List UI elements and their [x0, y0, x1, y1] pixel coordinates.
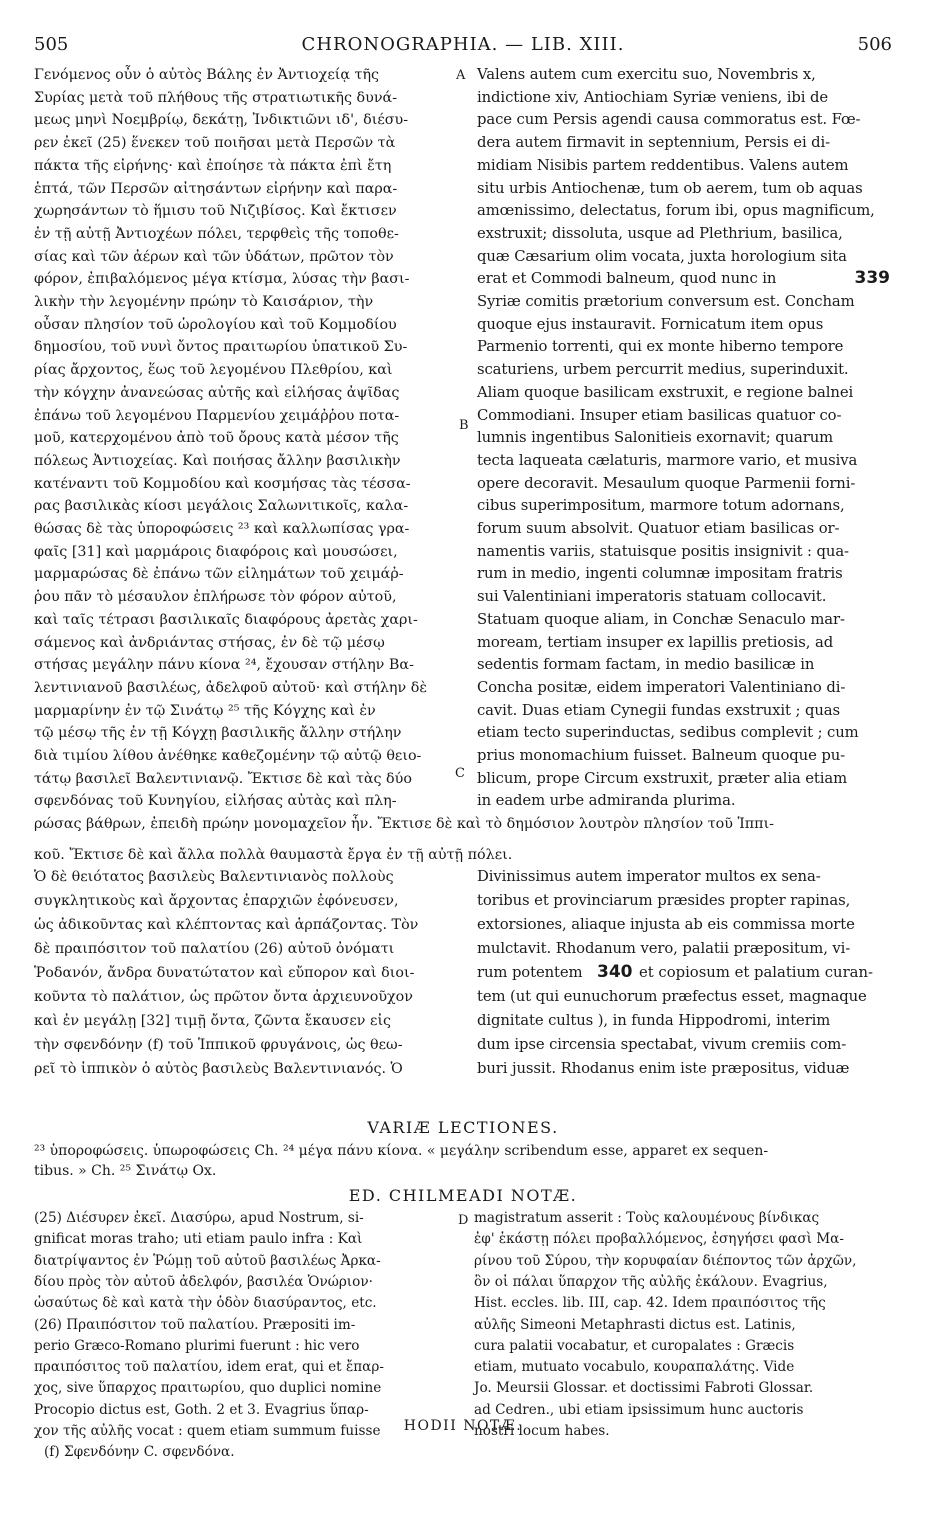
greek-text-line: ρώσας βάθρων, ἐπειδὴ πρώην μονομαχεῖον ἦν. Ἔκτισε δὲ καὶ τὸ δημόσιον λουτρὸν πλησίον τοῦ Ἱππι-	[34, 816, 775, 833]
latin-text-2-line: rum potentem	[477, 964, 583, 981]
greek-text-line: τὴν κόγχην ἀνανεώσας αὐτῆς καὶ εἱλήσας ἀψῖδας	[34, 384, 400, 401]
greek-text-line: ρας βασιλικὰς κίοσι μεγάλοις Σαλωνιτικοῖς, καλα-	[34, 498, 409, 515]
latin-text-2-line: tem (ut qui eunuchorum præfectus esset, magnaque	[477, 988, 867, 1005]
greek-text-line: ρεν ἐκεῖ (25) ἕνεκεν τοῦ ποιῆσαι μετὰ Περσῶν τὰ	[34, 135, 396, 152]
hodii-note-line: (f) Σφενδόνην C. σφενδόνα.	[44, 1444, 235, 1460]
notes-right-column	[474, 1208, 892, 1444]
greek-text-line: τῷ μέσῳ τῆς ἐν τῇ Κόγχῃ βασιλικῆς ἄλλην στήλην	[34, 725, 402, 742]
latin-text-line: rum in medio, ingenti columnæ impositam fratris	[477, 565, 843, 583]
latin-text-line: quæ Cæsarium olim vocata, juxta horologium sita	[477, 247, 847, 265]
latin-text-line: Syriæ comitis prætorium conversum est. Concham	[477, 293, 855, 310]
note-right-line: ὃν οἱ πάλαι ὕπαρχον τῆς αὐλῆς ἐκάλουν. Evagrius,	[474, 1273, 828, 1290]
greek-text-2-line: ὡς ἀδικοῦντας καὶ κλέπτοντας καὶ ἁρπάζοντας. Τὸν	[34, 917, 419, 933]
greek-text-line: κατέναντι τοῦ Κομμοδίου καὶ κοσμήσας τὰς τέσσα-	[34, 475, 411, 492]
greek-text-line: λικὴν τὴν λεγομένην πρώην τὸ Καισάριον, τὴν	[34, 294, 374, 310]
margin-marker-d: D	[458, 1213, 469, 1228]
greek-text-line: σφενδόνας τοῦ Κυνηγίου, εἱλήσας αὐτὰς καὶ πλη-	[34, 793, 397, 810]
latin-text-line: situ urbis Antiochenæ, tum ob aerem, tum ob aquas	[477, 179, 863, 197]
latin-text-line: Parmenio torrenti, qui ex monte hiberno tempore	[477, 338, 844, 356]
latin-text-line: amœnissimo, delectatus, forum ibi, opus magnificum,	[477, 202, 875, 220]
greek-text-2-line: Ὁ δὲ θειότατος βασιλεὺς Βαλεντινιανὸς πολλοὺς	[34, 869, 394, 885]
greek-text-2-line: ρεῖ τὸ ἱππικὸν ὁ αὐτὸς βασιλεὺς Βαλεντινιανός. Ὁ	[34, 1061, 403, 1077]
latin-text-line: erat et Commodi balneum, quod nunc in	[477, 270, 777, 288]
latin-text-column-2	[477, 866, 892, 1077]
variae-line-1: ²³ ὑποροφώσεις. ὑπωροφώσεις Ch. ²⁴ μέγα πάνυ κίονα. « μεγάλην scribendum esse, apparet ex sequen-	[34, 1143, 769, 1159]
note-right-line: Jo. Meursii Glossar. et doctissimi Fabroti Glossar.	[474, 1380, 814, 1397]
greek-text-line: σάμενος καὶ ἀνδριάντας στήσας, ἐν δὲ τῷ μέσῳ	[34, 634, 385, 651]
greek-text-line: Γενόμενος οὖν ὁ αὐτὸς Βάλης ἐν Ἀντιοχείᾳ τῆς	[34, 67, 380, 83]
greek-text-2-line: καὶ ἐν μεγάλῃ [32] τιμῇ ὄντα, ζῶντα ἔκαυσεν εἰς	[34, 1013, 392, 1029]
greek-text-line: οὖσαν πλησίον τοῦ ὡρολογίου καὶ τοῦ Κομμοδίου	[34, 316, 397, 333]
greek-text-column-2	[34, 866, 454, 1077]
hodii-notae-title: HODII NOTÆ.	[403, 1418, 523, 1434]
greek-text-line: μοῦ, κατερχομένου ἀπὸ τοῦ ὄρους κατὰ μέσον τῆς	[34, 430, 399, 447]
note-left-line: perio Græco-Romano plurimi fuerunt : hic vero	[34, 1337, 360, 1354]
margin-marker-a: A	[456, 68, 466, 83]
greek-text-line: λεντινιανοῦ βασιλέως, ἀδελφοῦ αὐτοῦ· καὶ στήλην δὲ	[34, 679, 428, 696]
latin-text-line: scaturiens, urbem percurrit medius, superinduxit.	[477, 361, 849, 379]
page-number-left: 505	[34, 34, 69, 55]
greek-text-line: ῥου πᾶν τὸ μέσαυλον ἐπλήρωσε τὸν φόρον αὐτοῦ,	[34, 589, 397, 606]
latin-text-line: etiam tecto superinductas, sedibus complevit ; cum	[477, 724, 859, 742]
latin-text-line: Aliam quoque basilicam exstruxit, e regione balnei	[477, 383, 854, 401]
note-left-line: δίου πρὸς τὸν αὐτοῦ ἀδελφόν, βασιλέα Ὁνώριον·	[34, 1273, 373, 1290]
latin-text-line: Statuam quoque aliam, in Conchæ Senaculo mar-	[477, 610, 845, 628]
latin-text-line: prius monomachium fuisset. Balneum quoque pu-	[477, 747, 846, 764]
greek-text-line: καὶ ταῖς τέτρασι βασιλικαῖς διαφόρους ἀρετὰς χαρι-	[34, 611, 418, 628]
note-right-line: cura palatii vocabatur, et curopalates : Græcis	[474, 1337, 795, 1354]
greek-text-line: δημοσίου, τοῦ νυνὶ ὄντος πραιτωρίου ὑπατικοῦ Συ-	[34, 339, 408, 356]
latin-text-2-line: extorsiones, aliaque injusta ab eis commissa morte	[477, 916, 855, 933]
latin-text-line: quoque ejus instauravit. Fornicatum item opus	[477, 315, 824, 333]
latin-text-line: dera autem firmavit in septennium, Persis ei di-	[477, 134, 831, 152]
note-left-line: πραιπόσιτος τοῦ παλατίου, idem erat, qui et ἔπαρ-	[34, 1359, 384, 1376]
note-right-line: ad Cedren., ubi etiam ipsissimum hunc auctoris	[474, 1401, 804, 1418]
latin-text-line: indictione xiv, Antiochiam Syriæ veniens, ibi de	[477, 88, 828, 106]
latin-text-line: Commodiani. Insuper etiam basilicas quatuor co-	[477, 406, 842, 424]
latin-text-line: sedentis formam factam, in medio basilicæ in	[477, 656, 815, 674]
latin-text-2-line: buri jussit. Rhodanus enim iste præpositus, viduæ	[477, 1060, 850, 1077]
latin-text-line: Valens autem cum exercitu suo, Novembris x,	[477, 66, 816, 83]
running-title: CHRONOGRAPHIA. — LIB. XIII.	[301, 34, 625, 55]
margin-marker-b: B	[459, 418, 469, 433]
chilmeadi-notae-title: ED. CHILMEADI NOTÆ.	[348, 1186, 578, 1205]
latin-text-line: blicum, prope Circum exstruxit, præter alia etiam	[477, 769, 848, 787]
greek-text-2-line: τὴν σφενδόνην (f) τοῦ Ἱππικοῦ φρυγάνοις, ὡς θεω-	[34, 1037, 403, 1053]
greek-text-line: χωρησάντων τὸ ἥμισυ τοῦ Νιζιβίσος. Καὶ ἔκτισεν	[34, 203, 397, 220]
variae-line-2: tibus. » Ch. ²⁵ Σινάτῳ Ox.	[34, 1163, 217, 1179]
margin-marker-c: C	[455, 766, 465, 781]
greek-text-line: διὰ τιμίου λίθου ἀνέθηκε καθεζομένην τῷ αὐτῷ θειο-	[34, 748, 422, 764]
latin-text-line: in eadem urbe admiranda plurima.	[477, 792, 736, 810]
running-head	[34, 34, 892, 58]
note-left-line: gnificat moras traho; uti etiam paulo infra : Καὶ	[34, 1231, 363, 1248]
note-right-line: etiam, mutuato vocabulo, κουραπαλάτης. Vide	[474, 1359, 795, 1376]
latin-text-after-badge: et copiosum et palatium curan-	[639, 964, 874, 981]
latin-text-2-line: dum ipse circensia spectabat, vivum cremiis com-	[477, 1036, 847, 1053]
notes-left-column	[34, 1208, 452, 1444]
greek-text-line: ρίας ἄρχοντος, ἕως τοῦ λεγομένου Πλεθρίου, καὶ	[34, 362, 393, 379]
note-left-line: (25) Διέσυρεν ἐκεῖ. Διασύρω, apud Nostrum, si-	[34, 1210, 364, 1226]
latin-text-line: cavit. Duas etiam Cynegii fundas exstruxit ; quas	[477, 701, 840, 719]
column-number-badge-339: 339	[854, 268, 890, 289]
latin-text-2-line: dignitate cultus ), in funda Hippodromi, interim	[477, 1012, 831, 1029]
greek-text-line: θώσας δὲ τὰς ὑποροφώσεις ²³ καὶ καλλωπίσας γρα-	[34, 521, 410, 537]
greek-text-line: μαρμαρώσας δὲ ἐπάνω τῶν εἱλημάτων τοῦ χειμάῤ-	[34, 566, 404, 583]
greek-text-2-line: δὲ πραιπόσιτον τοῦ παλατίου (26) αὐτοῦ ὀνόματι	[34, 941, 395, 957]
note-left-line: χον τῆς αὐλῆς vocat : quem etiam summum fuisse	[34, 1423, 381, 1439]
latin-text-line: forum suum absolvit. Quatuor etiam basilicas or-	[477, 520, 840, 537]
column-number-badge-340: 340	[597, 962, 633, 982]
note-left-line: Procopio dictus est, Goth. 2 et 3. Evagrius ὕπαρ-	[34, 1401, 369, 1418]
greek-text-line: πόλεως Ἀντιοχείας. Καὶ ποιήσας ἄλλην βασιλικὴν	[34, 452, 401, 469]
greek-text-line: ἑπτά, τῶν Περσῶν αἰτησάντων εἰρήνην καὶ παρα-	[34, 180, 398, 197]
greek-text-line: στήσας μεγάλην πάνυ κίονα ²⁴, ἔχουσαν στήλην Βα-	[34, 657, 414, 674]
greek-text-2-line: Ῥοδανόν, ἄνδρα δυνατώτατον καὶ εὔπορον καὶ διοι-	[34, 965, 415, 981]
note-right-line: ρίνου τοῦ Σύρου, τὴν κορυφαίαν διέποντος τῶν ἀρχῶν,	[474, 1252, 857, 1269]
note-right-line: αὐλῆς Simeoni Metaphrasti dictus est. Latinis,	[474, 1316, 796, 1333]
greek-text-line: τάτῳ βασιλεῖ Βαλεντινιανῷ. Ἔκτισε δὲ καὶ τὰς δύο	[34, 770, 412, 787]
latin-text-line: opere decoravit. Mesaulum quoque Parmenii forni-	[477, 474, 856, 492]
greek-text-line: φόρον, ἐπιβαλόμενος μέγα κτίσμα, λύσας τὴν βασι-	[34, 271, 410, 288]
latin-text-line: lumnis ingentibus Salonitieis exornavit; quarum	[477, 429, 834, 447]
latin-text-line: Concha positæ, eidem imperatori Valentiniano di-	[477, 678, 846, 696]
note-right-line: ἐφ' ἑκάστῃ πόλει προβαλλόμενος, ἐσηγήσει φασὶ Μα-	[474, 1231, 844, 1248]
latin-text-line: pace cum Persis agendi causa commoratus est. Fœ-	[477, 111, 861, 129]
variae-lectiones-title: VARIÆ LECTIONES.	[367, 1118, 559, 1137]
note-right-line: Hist. eccles. lib. III, cap. 42. Idem πραιπόσιτος τῆς	[474, 1295, 826, 1312]
greek-text-line: Συρίας μετὰ τοῦ πλήθους τῆς στρατιωτικῆς δυνά-	[34, 89, 398, 106]
latin-text-line: midiam Nisibis partem reddentibus. Valens autem	[477, 156, 849, 174]
greek-text-line: σίας καὶ τῶν ἀέρων καὶ τῶν ὑδάτων, πρῶτον τὸν	[34, 248, 394, 265]
greek-text-line: φαῖς [31] καὶ μαρμάροις διαφόροις καὶ μουσώσει,	[34, 543, 398, 560]
greek-text-line: μαρμαρίνην ἐν τῷ Σινάτῳ ²⁵ τῆς Κόγχης καὶ ἐν	[34, 702, 376, 719]
note-left-line: (26) Πραιπόσιτον τοῦ παλατίου. Præpositi im-	[34, 1316, 356, 1333]
greek-text-2-line: κοῦντα τὸ παλάτιον, ὡς πρῶτον ὄντα ἀρχιευνοῦχον	[34, 989, 413, 1005]
latin-text-2-line: mulctavit. Rhodanum vero, palatii præpositum, vi-	[477, 940, 851, 957]
latin-text-line: namentis variis, statuisque positis insignivit : qua-	[477, 542, 849, 560]
latin-text-line: sui Valentiniani imperatoris statuam collocavit.	[477, 588, 827, 606]
greek-text-2-line: συγκλητικοὺς καὶ ἄρχοντας ἐπαρχιῶν ἐφόνευσεν,	[34, 893, 399, 909]
note-right-line: nostri locum habes.	[474, 1423, 610, 1439]
latin-text-line: exstruxit; dissoluta, usque ad Plethrium, basilica,	[477, 224, 843, 242]
note-left-line: ὡσαύτως δὲ καὶ κατὰ τὴν ὁδὸν διασύραντος, etc.	[34, 1295, 377, 1312]
latin-text-line: moream, tertiam insuper ex lapillis pretiosis, ad	[477, 633, 834, 651]
latin-text-2-line: Divinissimus autem imperator multos ex sena-	[477, 868, 821, 885]
greek-tail-line: κοῦ. Ἔκτισε δὲ καὶ ἄλλα πολλὰ θαυμαστὰ ἔργα ἐν τῇ αὐτῇ πόλει.	[34, 847, 513, 863]
greek-text-line: πάκτα τῆς εἰρήνης· καὶ ἐποίησε τὰ πάκτα ἐπὶ ἔτη	[34, 157, 392, 174]
note-left-line: χος, sive ὕπαρχος πραιτωρίου, quo duplici nomine	[34, 1380, 382, 1397]
greek-text-line: μεως μηνὶ Νοεμβρίῳ, δεκάτῃ, Ἰνδικτιῶνι ιδ', διέσυ-	[34, 112, 409, 129]
note-left-line: διατρίψαντος ἐν Ῥώμῃ τοῦ αὐτοῦ βασιλέως Ἀρκα-	[34, 1252, 381, 1269]
latin-text-line: tecta laqueata cælaturis, marmore vario, et musiva	[477, 451, 858, 469]
latin-text-2-line: toribus et provinciarum præsides propter rapinas,	[477, 892, 851, 909]
greek-text-line: ἐν τῇ αὐτῇ Ἀντιοχέων πόλει, τερφθεὶς τῆς τοποθε-	[34, 225, 399, 242]
note-right-line: magistratum asserit : Τοὺς καλουμένους βίνδικας	[474, 1210, 820, 1226]
greek-text-line: ἐπάνω τοῦ λεγομένου Παρμενίου χειμάῤῥου ποτα-	[34, 407, 400, 424]
page-number-right: 506	[857, 34, 892, 55]
latin-text-line: cibus superimpositum, marmore totum adornans,	[477, 497, 845, 515]
